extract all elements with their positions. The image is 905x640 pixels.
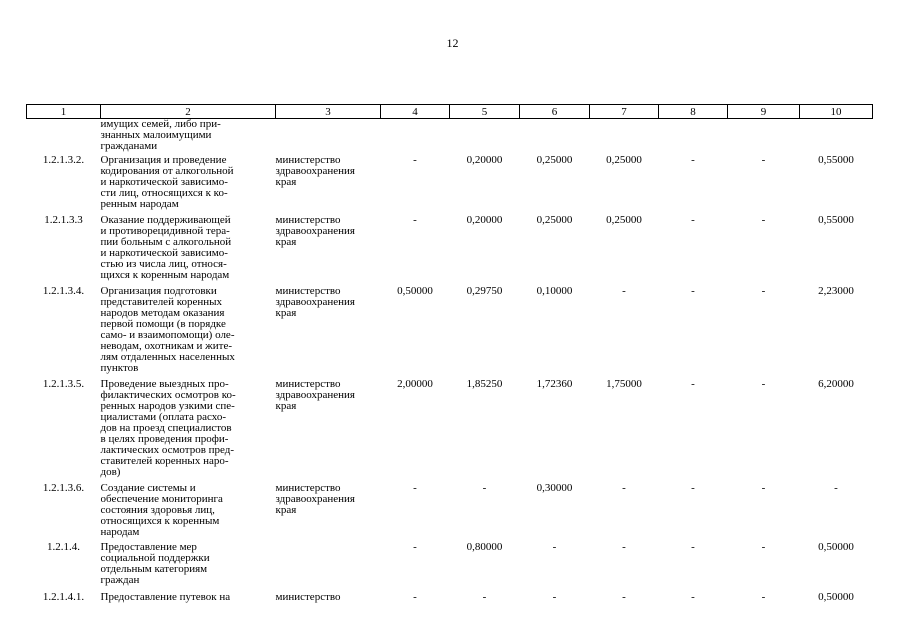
value-col-10: 6,20000 bbox=[818, 377, 854, 390]
row-executor bbox=[276, 119, 381, 155]
row-number: 1.2.1.3.2. bbox=[42, 153, 85, 166]
column-header: 9 bbox=[728, 105, 800, 119]
value-col-7: 1,75000 bbox=[606, 377, 642, 390]
value-col-9 bbox=[728, 119, 800, 155]
value-col-10: 2,23000 bbox=[818, 284, 854, 297]
column-header: 2 bbox=[101, 105, 276, 119]
value-col-4 bbox=[381, 119, 450, 155]
row-executor: министерство здравоохранения края bbox=[275, 284, 355, 319]
value-col-9: - bbox=[761, 540, 766, 553]
table-row-continuation bbox=[27, 119, 873, 155]
column-header: 4 bbox=[381, 105, 450, 119]
value-col-8: - bbox=[691, 377, 695, 390]
column-header: 1 bbox=[27, 105, 101, 119]
value-col-8: - bbox=[691, 284, 695, 297]
value-col-4: - bbox=[413, 153, 417, 166]
column-header: 10 bbox=[800, 105, 873, 119]
row-description: имущих семей, либо при- знанных малоимущими гражданами bbox=[100, 118, 221, 152]
value-col-8: - bbox=[691, 213, 695, 226]
value-col-7 bbox=[590, 119, 659, 155]
row-description: Предоставление путевок на bbox=[100, 590, 231, 603]
table-row bbox=[27, 155, 873, 215]
value-col-5: 1,85250 bbox=[466, 377, 503, 390]
column-header: 5 bbox=[450, 105, 520, 119]
value-col-5: 0,20000 bbox=[466, 213, 503, 226]
value-col-5: - bbox=[482, 590, 487, 603]
table-header-row bbox=[27, 105, 873, 119]
value-col-6: 0,25000 bbox=[536, 153, 573, 166]
program-table bbox=[26, 104, 873, 608]
row-number: 1.2.1.4. bbox=[47, 540, 80, 553]
column-header: 7 bbox=[590, 105, 659, 119]
value-col-9: - bbox=[761, 213, 766, 226]
page-number: 12 bbox=[446, 36, 459, 50]
value-col-4: - bbox=[413, 540, 417, 553]
value-col-6: 1,72360 bbox=[536, 377, 573, 390]
value-col-4: 0,50000 bbox=[397, 284, 433, 297]
column-header: 3 bbox=[276, 105, 381, 119]
value-col-10: 0,55000 bbox=[818, 213, 854, 226]
row-number: 1.2.1.3.6. bbox=[42, 481, 85, 494]
row-executor: министерство здравоохранения края bbox=[275, 481, 355, 516]
row-executor: министерство bbox=[275, 590, 341, 603]
table-row bbox=[27, 592, 873, 608]
value-col-4: - bbox=[413, 213, 417, 226]
value-col-7: - bbox=[622, 481, 626, 494]
value-col-7: 0,25000 bbox=[606, 153, 642, 166]
value-col-8: - bbox=[691, 481, 695, 494]
value-col-6: - bbox=[552, 590, 557, 603]
value-col-5: 0,29750 bbox=[466, 284, 503, 297]
table-row bbox=[27, 542, 873, 592]
value-col-5 bbox=[450, 119, 520, 155]
value-col-4: - bbox=[413, 481, 417, 494]
row-executor: министерство здравоохранения края bbox=[275, 153, 355, 188]
value-col-7: - bbox=[622, 540, 626, 553]
row-number: 1.2.1.3.3 bbox=[44, 213, 83, 226]
value-col-8 bbox=[659, 119, 728, 155]
value-col-9: - bbox=[761, 153, 766, 166]
table-row bbox=[27, 286, 873, 379]
column-header: 8 bbox=[659, 105, 728, 119]
value-col-5: - bbox=[482, 481, 487, 494]
column-header: 6 bbox=[520, 105, 590, 119]
value-col-4: 2,00000 bbox=[397, 377, 433, 390]
value-col-6: 0,25000 bbox=[536, 213, 573, 226]
value-col-8: - bbox=[691, 153, 695, 166]
value-col-9: - bbox=[761, 481, 766, 494]
row-executor: министерство здравоохранения края bbox=[275, 213, 355, 248]
value-col-10: 0,50000 bbox=[818, 590, 854, 603]
value-col-9: - bbox=[761, 377, 766, 390]
value-col-8: - bbox=[691, 540, 695, 553]
row-executor: министерство здравоохранения края bbox=[275, 377, 355, 412]
row-description: Проведение выездных про- филактических осмотров ко- ренных народов узкими спе- циалистами (оплата расхо- дов на проезд специалистов в целях проведения профи- лактических осмотров пред- ставителей коренных наро- дов) bbox=[100, 377, 236, 478]
value-col-6 bbox=[520, 119, 590, 155]
table-row bbox=[27, 379, 873, 483]
row-description: Предоставление мер социальной поддержки отдельным категориям граждан bbox=[100, 540, 210, 586]
row-executor bbox=[276, 542, 381, 592]
value-col-7: 0,25000 bbox=[606, 213, 642, 226]
value-col-6: - bbox=[552, 540, 557, 553]
row-number: 1.2.1.3.4. bbox=[42, 284, 85, 297]
table-row bbox=[27, 483, 873, 542]
value-col-10 bbox=[800, 119, 873, 155]
row-number: 1.2.1.3.5. bbox=[42, 377, 85, 390]
value-col-6: 0,10000 bbox=[536, 284, 573, 297]
value-col-8: - bbox=[691, 590, 695, 603]
table-row bbox=[27, 215, 873, 286]
value-col-9: - bbox=[761, 590, 766, 603]
row-number: 1.2.1.4.1. bbox=[42, 590, 85, 603]
value-col-4: - bbox=[413, 590, 417, 603]
value-col-10: - bbox=[834, 481, 838, 494]
row-description: Создание системы и обеспечение мониторинга состояния здоровья лиц, относящихся к коренным народам bbox=[100, 481, 223, 538]
value-col-9: - bbox=[761, 284, 766, 297]
value-col-10: 0,50000 bbox=[818, 540, 854, 553]
value-col-6: 0,30000 bbox=[536, 481, 573, 494]
row-number bbox=[27, 119, 101, 155]
value-col-5: 0,80000 bbox=[466, 540, 503, 553]
value-col-7: - bbox=[622, 284, 626, 297]
value-col-7: - bbox=[622, 590, 626, 603]
value-col-5: 0,20000 bbox=[466, 153, 503, 166]
row-description: Оказание поддерживающей и противорецидивной тера- пии больным с алкогольной и наркотической зависимо- стью из числа лиц, относя- щихся к коренным народам bbox=[100, 213, 232, 281]
row-description: Организация подготовки представителей коренных народов методам оказания первой помощи (в порядке само- и взаимопомощи) оле- неводам, охотникам и жите- лям отдаленных населенных пунктов bbox=[100, 284, 235, 374]
value-col-10: 0,55000 bbox=[818, 153, 854, 166]
row-description: Организация и проведение кодирования от алкогольной и наркотической зависимо- сти лиц, относящихся к ко- ренным народам bbox=[100, 153, 234, 210]
